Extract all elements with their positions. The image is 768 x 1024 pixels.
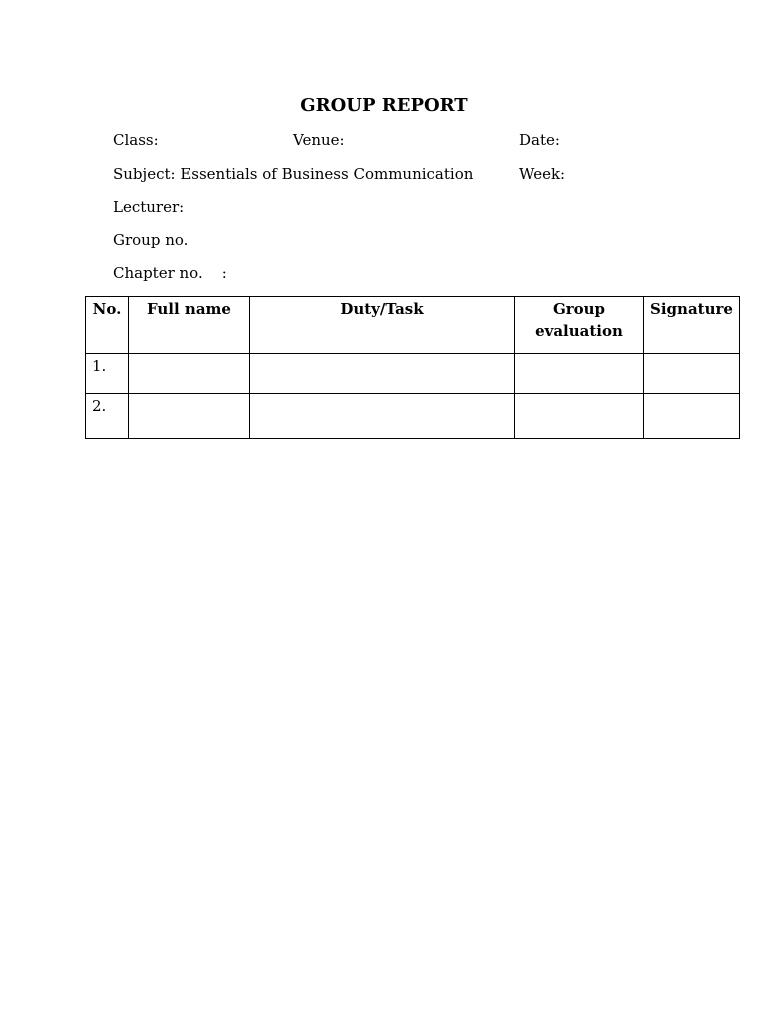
week-label: Week:: [519, 165, 566, 183]
chapter-no-label: Chapter no. :: [113, 264, 227, 282]
signature-cell[interactable]: [644, 354, 740, 394]
table-row: [86, 354, 740, 394]
group-report-table: [85, 296, 740, 439]
full-name-cell[interactable]: [129, 394, 250, 439]
class-label: Class:: [113, 131, 159, 149]
group-evaluation-cell[interactable]: [515, 354, 644, 394]
full-name-cell[interactable]: [129, 354, 250, 394]
duty-task-cell[interactable]: [250, 354, 515, 394]
row-number: 2.: [86, 394, 129, 439]
header-group-evaluation: Group evaluation: [515, 297, 644, 354]
table-header-row: [86, 297, 740, 354]
subject-label: Subject: Essentials of Business Communication: [113, 165, 474, 183]
header-no: No.: [86, 297, 129, 354]
lecturer-label: Lecturer:: [113, 198, 185, 216]
header-signature: Signature: [644, 297, 740, 354]
header-full-name: Full name: [129, 297, 250, 354]
document-title: GROUP REPORT: [300, 95, 468, 116]
signature-cell[interactable]: [644, 394, 740, 439]
table-row: [86, 394, 740, 439]
venue-label: Venue:: [293, 131, 345, 149]
duty-task-cell[interactable]: [250, 394, 515, 439]
header-duty-task: Duty/Task: [250, 297, 515, 354]
date-label: Date:: [519, 131, 560, 149]
group-no-label: Group no.: [113, 231, 189, 249]
group-evaluation-cell[interactable]: [515, 394, 644, 439]
row-number: 1.: [86, 354, 129, 394]
